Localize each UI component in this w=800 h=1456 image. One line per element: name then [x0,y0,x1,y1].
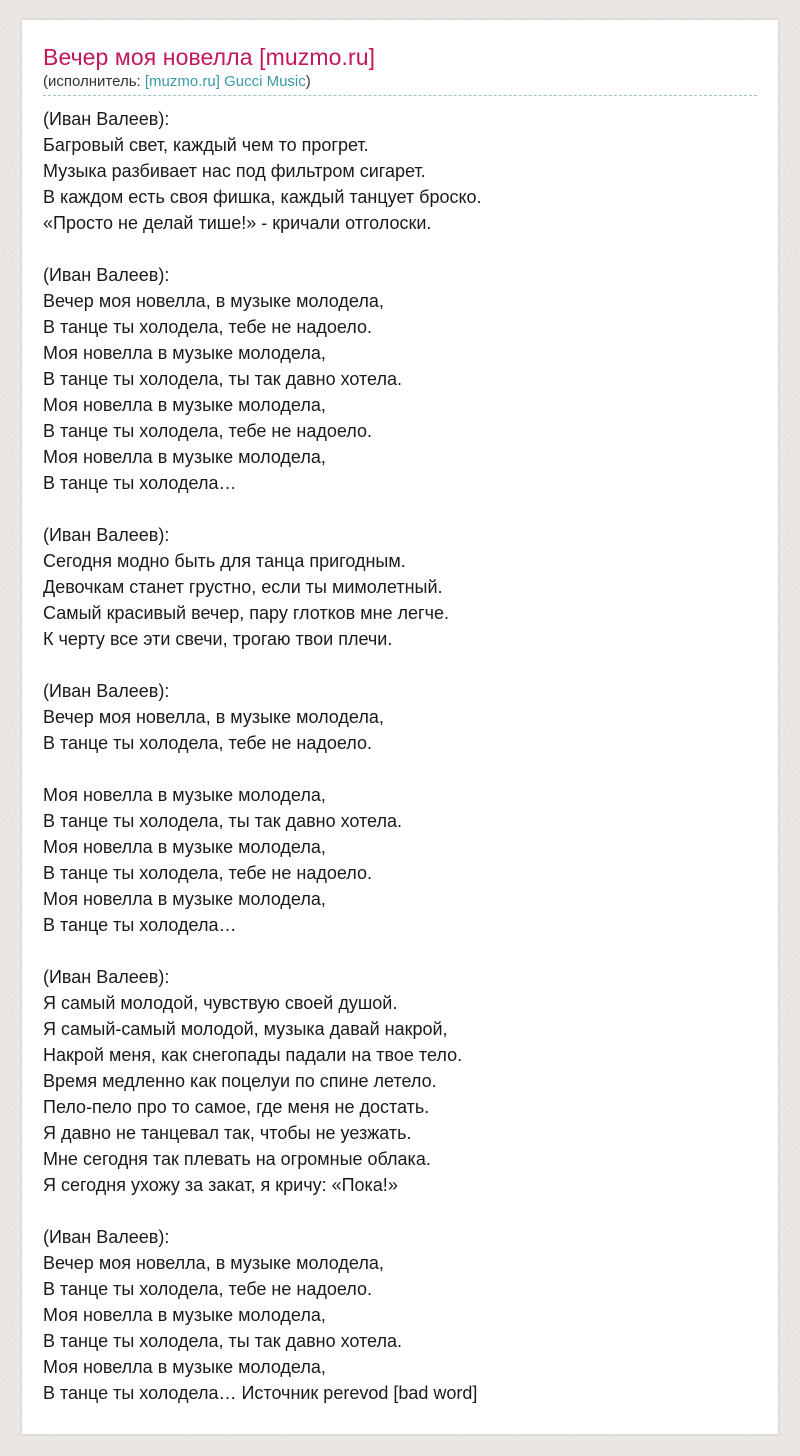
artist-link-muzmo[interactable]: [muzmo.ru] [144,73,220,90]
lyrics-line: (Иван Валеев): [43,109,170,129]
artist-suffix: ) [305,73,311,90]
lyrics-line: Я самый-самый молодой, музыка давай накрой, [43,1019,448,1039]
artist-line [43,72,757,96]
lyrics-line: В танце ты холодела, тебе не надоело. [43,863,372,883]
lyrics-line: В танце ты холодела, тебе не надоело. [43,317,372,337]
lyrics-line: Вечер моя новелла, в музыке молодела, [43,1253,384,1273]
lyrics-line: В танце ты холодела, тебе не надоело. [43,421,372,441]
lyrics-line: (Иван Валеев): [43,265,170,285]
lyrics-line: Моя новелла в музыке молодела, [43,785,326,805]
lyrics-line: Мне сегодня так плевать на огромные облака. [43,1149,431,1169]
lyrics-line: Моя новелла в музыке молодела, [43,447,326,467]
lyrics-line: В танце ты холодела, ты так давно хотела. [43,369,402,389]
lyrics-line: В танце ты холодела, тебе не надоело. [43,733,372,753]
lyrics-stanza [43,964,757,1198]
lyrics-line: Вечер моя новелла, в музыке молодела, [43,707,384,727]
lyrics-line: Время медленно как поцелуи по спине летело. [43,1071,437,1091]
lyrics-line: Сегодня модно быть для танца пригодным. [43,551,406,571]
lyrics-card [22,20,778,1434]
lyrics-stanza [43,106,757,236]
lyrics-line: (Иван Валеев): [43,525,170,545]
lyrics-line: (Иван Валеев): [43,967,170,987]
lyrics-line: Моя новелла в музыке молодела, [43,837,326,857]
lyrics-line: Я давно не танцевал так, чтобы не уезжать. [43,1123,412,1143]
lyrics-line: В танце ты холодела… [43,915,237,935]
artist-link-gucci-music[interactable]: Gucci Music [224,73,306,90]
lyrics-line: Пело-пело про то самое, где меня не достать. [43,1097,430,1117]
lyrics-line: Моя новелла в музыке молодела, [43,1357,326,1377]
page-title: Вечер моя новелла [muzmo.ru] [43,44,376,70]
lyrics-stanza [43,262,757,496]
lyrics-line: Девочкам станет грустно, если ты мимолетный. [43,577,443,597]
lyrics-line: В танце ты холодела, ты так давно хотела. [43,811,402,831]
lyrics-stanza [43,1224,757,1406]
lyrics-line: К черту все эти свечи, трогаю твои плечи. [43,629,393,649]
lyrics-line: Музыка разбивает нас под фильтром сигарет. [43,161,426,181]
lyrics-line: Самый красивый вечер, пару глотков мне легче. [43,603,450,623]
lyrics-line: Я сегодня ухожу за закат, я кричу: «Пока!» [43,1175,398,1195]
artist-prefix: (исполнитель: [43,73,145,90]
lyrics-line: В каждом есть своя фишка, каждый танцует броско. [43,187,482,207]
lyrics-stanza [43,678,757,756]
lyrics-line: В танце ты холодела… [43,473,237,493]
lyrics-stanza [43,782,757,938]
lyrics-line: В танце ты холодела, ты так давно хотела. [43,1331,402,1351]
lyrics-line: В танце ты холодела… Источник perevod [bad word] [43,1383,478,1403]
lyrics-body [43,106,757,1406]
lyrics-line: «Просто не делай тише!» - кричали отголоски. [43,213,432,233]
lyrics-line: (Иван Валеев): [43,1227,170,1247]
lyrics-line: Я самый молодой, чувствую своей душой. [43,993,398,1013]
lyrics-line: Моя новелла в музыке молодела, [43,343,326,363]
lyrics-line: Моя новелла в музыке молодела, [43,395,326,415]
lyrics-line: Накрой меня, как снегопады падали на твое тело. [43,1045,463,1065]
lyrics-line: Моя новелла в музыке молодела, [43,1305,326,1325]
lyrics-line: (Иван Валеев): [43,681,170,701]
lyrics-stanza [43,522,757,652]
lyrics-line: Багровый свет, каждый чем то прогрет. [43,135,369,155]
lyrics-line: Моя новелла в музыке молодела, [43,889,326,909]
lyrics-line: Вечер моя новелла, в музыке молодела, [43,291,384,311]
lyrics-line: В танце ты холодела, тебе не надоело. [43,1279,372,1299]
